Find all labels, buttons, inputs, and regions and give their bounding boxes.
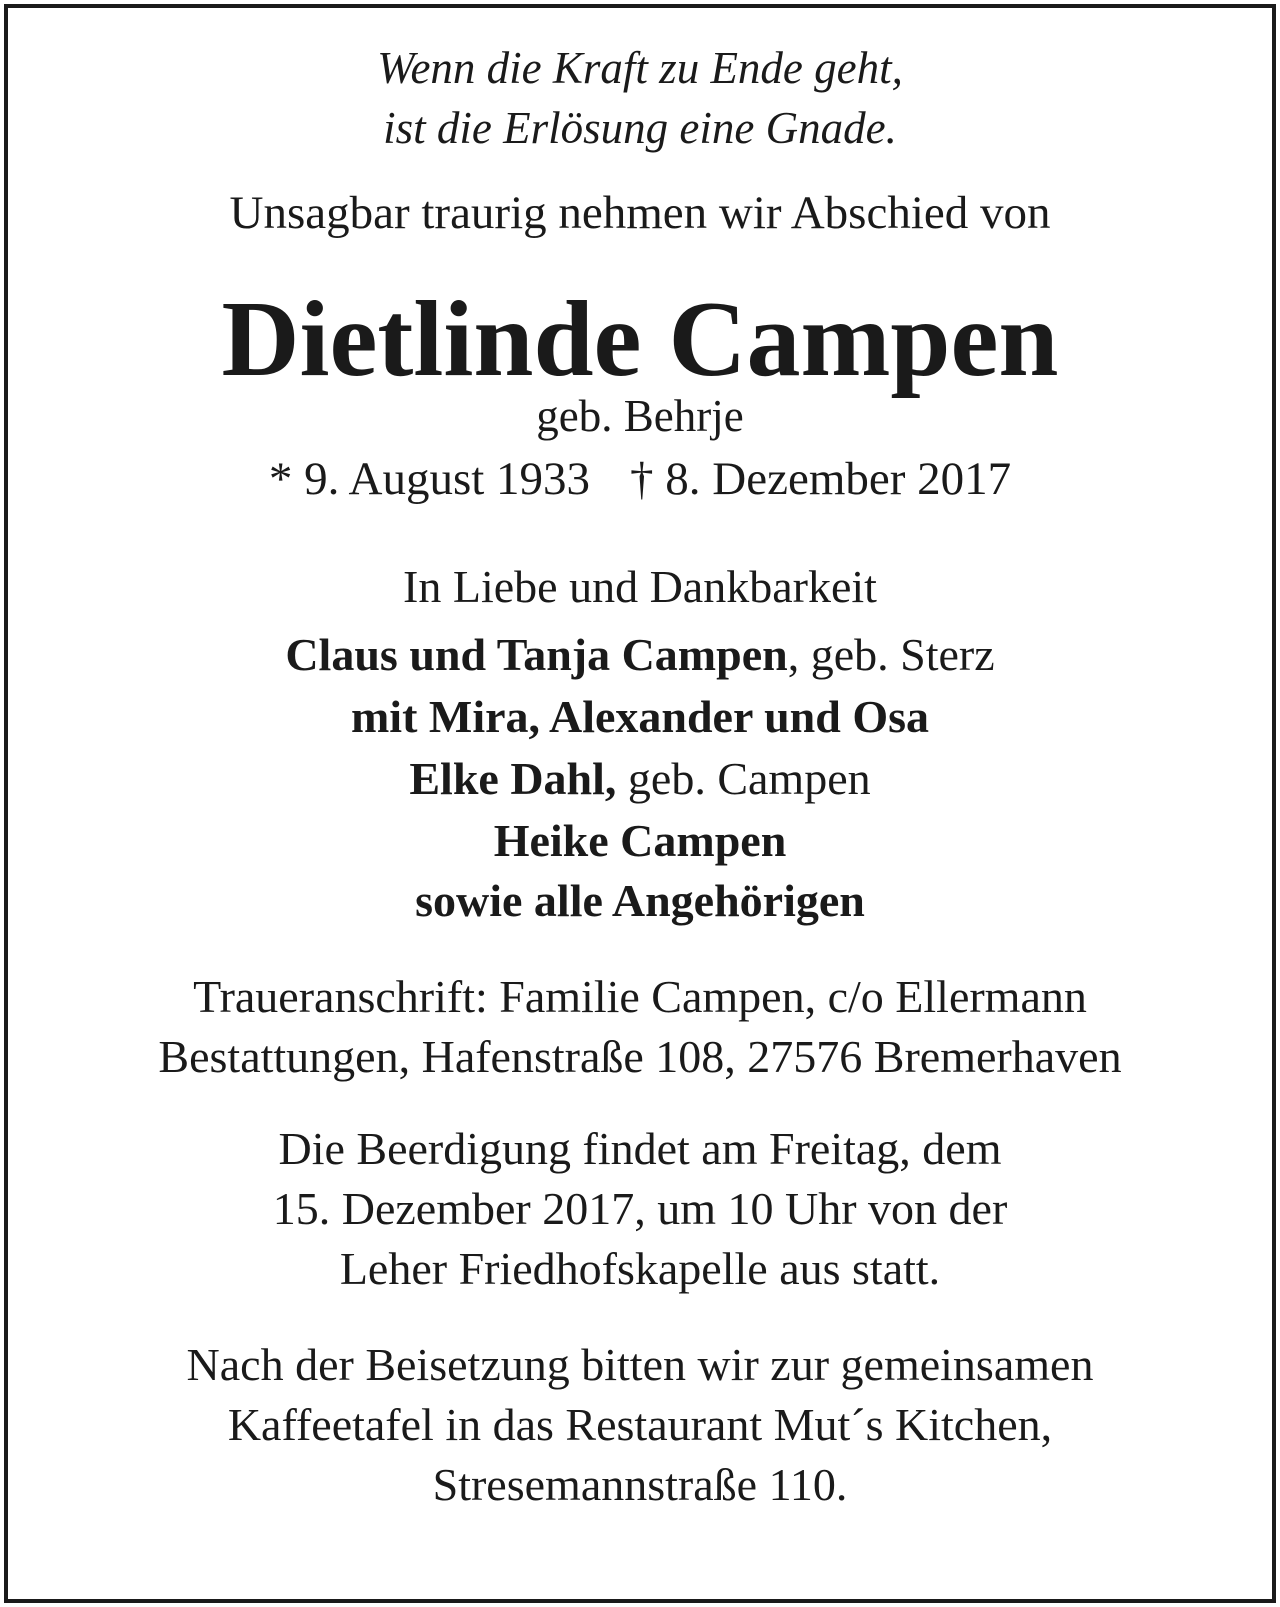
death-date: † 8. Dezember 2017 <box>630 453 1012 505</box>
mourner-line-3 <box>0 753 1280 804</box>
reception-line-3: Stresemannstraße 110. <box>432 1459 848 1510</box>
mourner-names: Claus und Tanja Campen <box>285 629 788 680</box>
motto-line-2: ist die Erlösung eine Gnade. <box>383 103 897 153</box>
funeral-line-3: Leher Friedhofskapelle aus statt. <box>339 1243 941 1294</box>
life-dates <box>0 453 1280 505</box>
birth-date: * 9. August 1933 <box>268 453 591 505</box>
mourner-names: Heike Campen <box>493 815 787 866</box>
funeral-line-2: 15. Dezember 2017, um 10 Uhr von der <box>272 1183 1008 1234</box>
maiden-name: geb. Behrje <box>536 391 744 441</box>
mourner-line-4 <box>0 815 1280 866</box>
address-line-2: Bestattungen, Hafenstraße 108, 27576 Bremerhaven <box>158 1031 1122 1082</box>
funeral-line-1: Die Beerdigung findet am Freitag, dem <box>278 1123 1002 1174</box>
mourner-note: , geb. Sterz <box>787 629 995 680</box>
mourner-names: mit Mira, Alexander und Osa <box>350 691 929 742</box>
intro-text: Unsagbar traurig nehmen wir Abschied von <box>229 187 1051 239</box>
reception-line-1: Nach der Beisetzung bitten wir zur gemeinsamen <box>186 1339 1094 1390</box>
mourner-line-2 <box>0 691 1280 742</box>
motto-line-1: Wenn die Kraft zu Ende geht, <box>377 43 903 93</box>
gratitude-line: In Liebe und Dankbarkeit <box>403 561 877 612</box>
mourner-note: geb. Campen <box>616 753 871 804</box>
mourner-names: sowie alle Angehörigen <box>415 875 865 926</box>
reception-line-2: Kaffeetafel in das Restaurant Mut´s Kitchen, <box>227 1399 1053 1450</box>
address-line-1: Traueranschrift: Familie Campen, c/o Ellermann <box>193 971 1087 1022</box>
deceased-name: Dietlinde Campen <box>221 280 1059 399</box>
mourner-names: Elke Dahl, <box>409 753 617 804</box>
mourner-line-5 <box>0 875 1280 926</box>
mourner-line-1 <box>0 629 1280 680</box>
